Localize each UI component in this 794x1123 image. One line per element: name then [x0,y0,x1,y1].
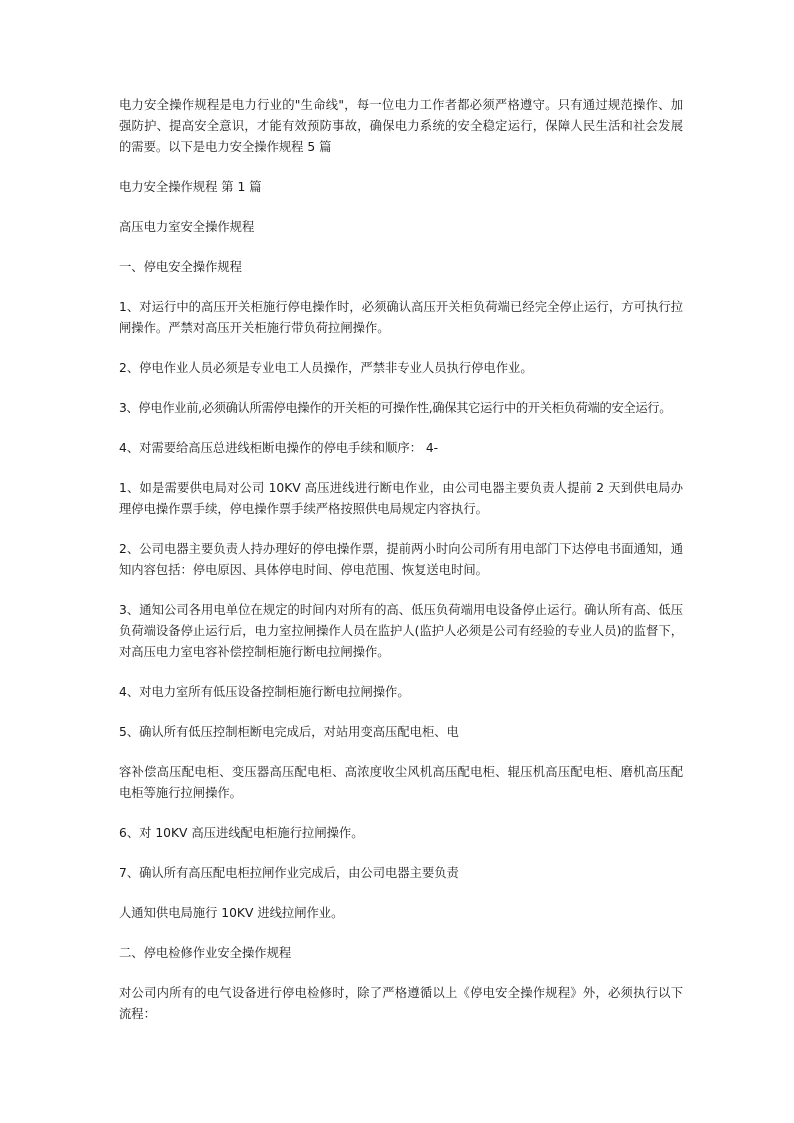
section-1-item-2: 2、停电作业人员必须是专业电工人员操作，严禁非专业人员执行停电作业。 [119,361,533,375]
procedure-step-6: 6、对 10KV 高压进线配电柜施行拉闸操作。 [119,826,364,840]
procedure-step-3: 3、通知公司各用电单位在规定的时间内对所有的高、低压负荷端用电设备停止运行。确认所有高、低压负荷端设备停止运行后，电力室拉闸操作人员在监护人(监护人必须是公司有经验的专业人员)的监督下，对高压电力室电容补偿控制柜施行断电拉闸操作。 [119,603,683,659]
procedure-step-1: 1、如是需要供电局对公司 10KV 高压进线进行断电作业，由公司电器主要负责人提前 2 天到供电局办理停电操作票手续，停电操作票手续严格按照供电局规定内容执行。 [119,481,683,516]
section-2-intro: 对公司内所有的电气设备进行停电检修时，除了严格遵循以上《停电安全操作规程》外，必须执行以下流程： [119,986,683,1021]
section-1-item-4: 4、对需要给高压总进线柜断电操作的停电手续和顺序： 4- [119,441,439,455]
section-1-item-3: 3、停电作业前,必须确认所需停电操作的开关柜的可操作性,确保其它运行中的开关柜负荷端的安全运行。 [119,401,672,415]
procedure-step-7-continued: 人通知供电局施行 10KV 进线拉闸作业。 [119,906,344,920]
procedure-step-5-continued: 容补偿高压配电柜、变压器高压配电柜、高浓度收尘风机高压配电柜、辊压机高压配电柜、磨机高压配电柜等施行拉闸操作。 [119,765,683,800]
procedure-step-7: 7、确认所有高压配电柜拉闸作业完成后，由公司电器主要负责 [119,866,459,880]
document-title: 高压电力室安全操作规程 [119,220,255,234]
document-page [119,95,683,1044]
intro-paragraph: 电力安全操作规程是电力行业的"生命线"，每一位电力工作者都必须严格遵守。只有通过规范操作、加强防护、提高安全意识，才能有效预防事故，确保电力系统的安全稳定运行，保障人民生活和社会发展的需要。以下是电力安全操作规程 5 篇 [119,98,683,154]
procedure-step-4: 4、对电力室所有低压设备控制柜施行断电拉闸操作。 [119,685,410,699]
section-2-heading: 二、停电检修作业安全操作规程 [119,946,292,960]
procedure-step-5: 5、确认所有低压控制柜断电完成后，对站用变高压配电柜、电 [119,725,459,739]
procedure-step-2: 2、公司电器主要负责人持办理好的停电操作票，提前两小时向公司所有用电部门下达停电书面通知，通知内容包括：停电原因、具体停电时间、停电范围、恢复送电时间。 [119,542,683,577]
section-1-item-1: 1、对运行中的高压开关柜施行停电操作时，必须确认高压开关柜负荷端已经完全停止运行，方可执行拉闸操作。严禁对高压开关柜施行带负荷拉闸操作。 [119,300,683,335]
section-1-heading: 一、停电安全操作规程 [119,260,242,274]
chapter-title: 电力安全操作规程 第 1 篇 [119,180,262,194]
